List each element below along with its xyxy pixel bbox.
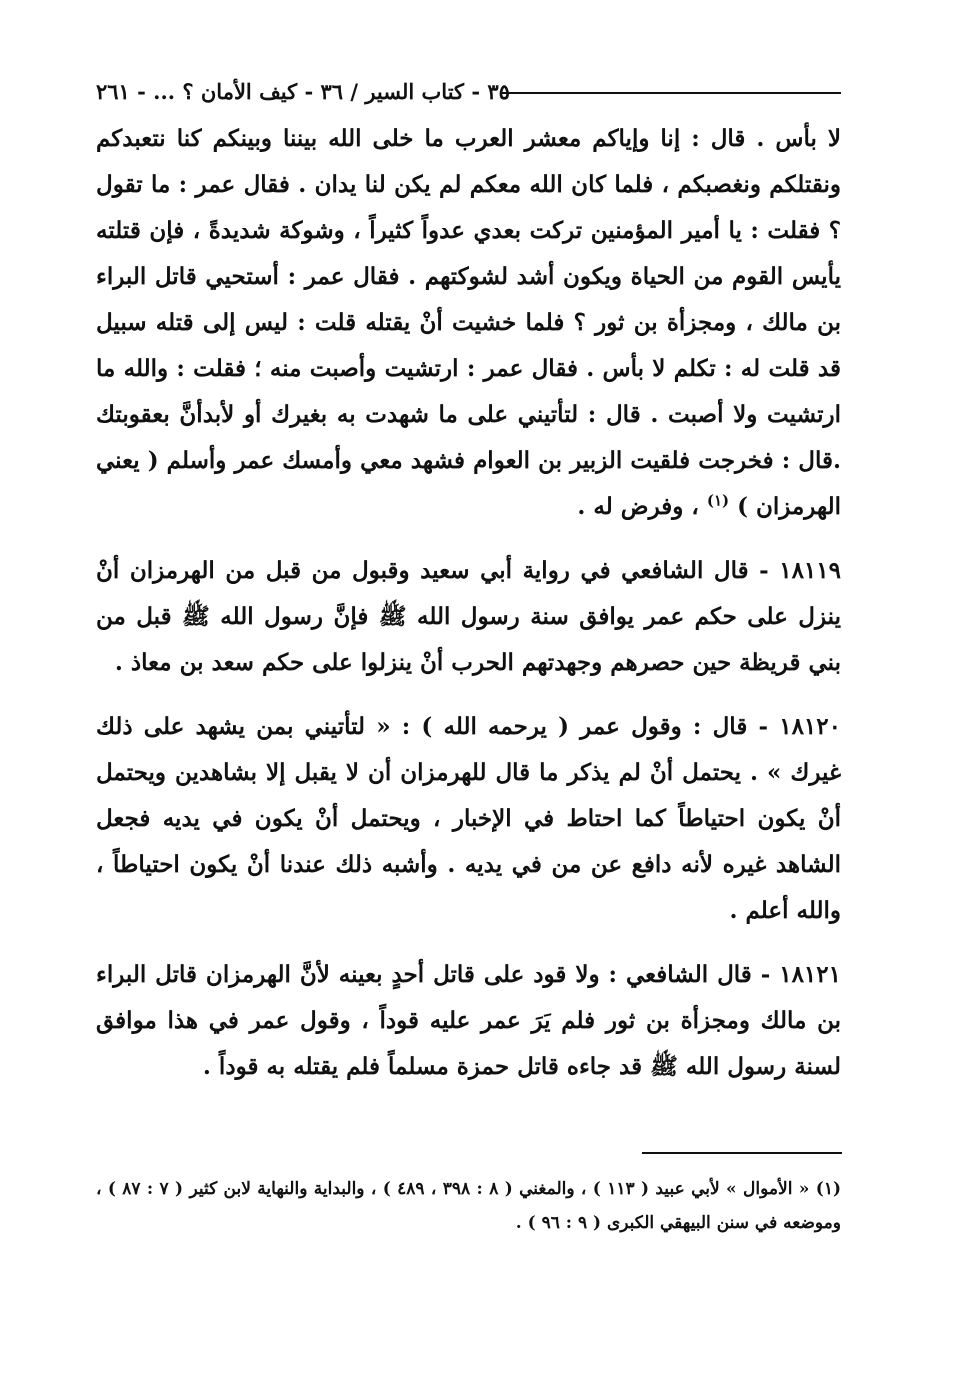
paragraph-18119: ١٨١١٩ - قال الشافعي في رواية أبي سعيد وقبول من قبل من الهرمزان أنْ ينزل على حكم عمر يوافق سنة رسول الله ﷺ فإنَّ رسول الله ﷺ قبل من بني قريظة حين حصرهم وجهدتهم الحرب أنْ ينزلوا على حكم سعد بن معاذ .	[96, 557, 841, 676]
paragraph-18120: ١٨١٢٠ - قال : وقول عمر ( يرحمه الله ) : « لتأتيني بمن يشهد على ذلك غيرك » . يحتمل أنْ لم يذكر ما قال للهرمزان أن لا يقبل إلا بشاهدين ويحتمل أنْ يكون احتياطاً كما احتاط في الإخبار ، ويحتمل أنْ يكون في يديه فجعل الشاهد غيره لأنه دافع عن من في يديه . وأشبه ذلك عندنا أنْ يكون احتياطاً ، والله أعلم .	[96, 713, 841, 924]
running-header	[96, 64, 841, 104]
paragraph-tail: ، وفرض له .	[577, 493, 707, 520]
footnote-separator	[642, 1152, 842, 1154]
paragraph-continuation	[96, 116, 841, 530]
main-text	[96, 116, 841, 1090]
paragraph-text: لا بأس . قال : إنا وإياكم معشر العرب ما خلى الله بيننا وبينكم كنا نتعبدكم ونقتلكم ونغصبكم ، فلما كان الله معكم لم يكن لنا يدان . فقال عمر : ما تقول ؟ فقلت : يا أمير المؤمنين تركت بعدي عدواً كثيراً ، وشوكة شديدةً ، فإن قتلته يأيس القوم من الحياة ويكون أشد لشوكتهم . فقال عمر : أستحيي قاتل البراء بن مالك ، ومجزأة بن ثور ؟ فلما خشيت أنْ يقتله قلت : ليس إلى قتله سبيل قد قلت له : تكلم لا بأس . فقال عمر : ارتشيت وأصبت منه ؛ فقلت : والله ما ارتشيت ولا أصبت . قال : لتأتيني على ما شهدت به بغيرك أو لأبدأنَّ بعقوبتك .قال : فخرجت فلقيت الزبير بن العوام فشهد معي وأمسك عمر وأسلم ( يعني الهرمزان )	[96, 125, 841, 520]
header-title: ٣٥ - كتاب السير / ٣٦ - كيف الأمان ؟ ... - ٢٦١	[96, 79, 510, 104]
footnote-reference: (١)	[706, 491, 730, 510]
paragraph-18121: ١٨١٢١ - قال الشافعي : ولا قود على قاتل أحدٍ بعينه لأنَّ الهرمزان قاتل البراء بن مالك ومجزأة بن ثور فلم يَرَ عمر عليه قوداً ، وقول عمر في هذا موافق لسنة رسول الله ﷺ قد جاءه قاتل حمزة مسلماً فلم يقتله به قوداً .	[96, 961, 841, 1080]
header-rule	[501, 92, 841, 94]
footnote-1: (١) « الأموال » لأبي عبيد ( ١١٣ ) ، والمغني ( ٨ : ٣٩٨ ، ٤٨٩ ) ، والبداية والنهاية لابن كثير ( ٧ : ٨٧ ) ، وموضعه في سنن البيهقي الكبرى ( ٩ : ٩٦ ) .	[96, 1179, 841, 1233]
